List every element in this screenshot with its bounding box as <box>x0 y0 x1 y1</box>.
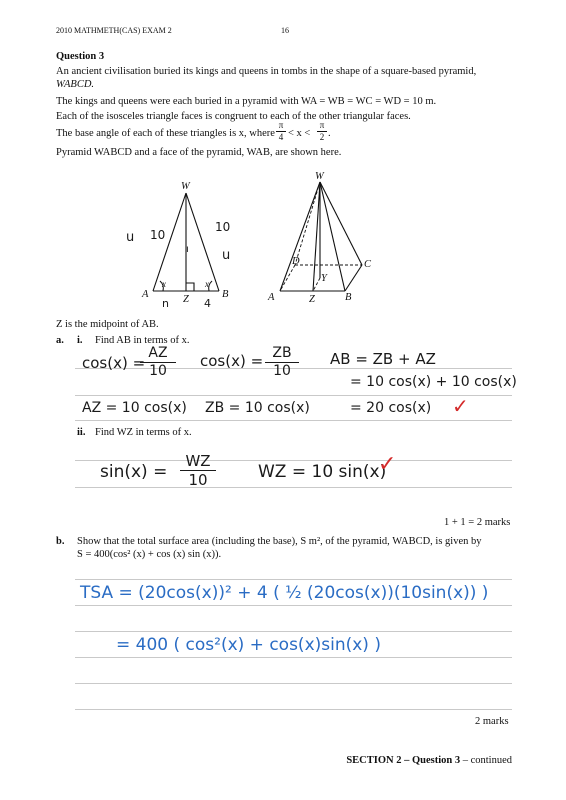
pyr-label-c: C <box>364 259 372 270</box>
ineq-period: . <box>328 128 331 139</box>
tri-label-z: Z <box>183 294 189 305</box>
pyr-label-w: W <box>315 171 324 182</box>
answer-line <box>75 631 512 632</box>
hw-sin-lhs: sin(x) = <box>100 462 168 482</box>
hw-left-10: 10 <box>150 228 166 242</box>
hw-left-u: u <box>126 230 135 245</box>
intro-line-4: The base angle of each of these triangles is x, where <box>56 128 275 139</box>
part-b-marks: 2 marks <box>475 716 509 727</box>
footer-continued: SECTION 2 – Question 3 – continued <box>346 755 512 766</box>
hw-frac-zb-10: ZB 10 <box>265 345 299 380</box>
hw-az-line: AZ = 10 cos(x) <box>82 400 187 416</box>
pyr-label-b: B <box>345 292 352 303</box>
part-a-marks: 1 + 1 = 2 marks <box>444 517 511 528</box>
hw-base-right: 4 <box>204 297 211 310</box>
midpoint-note: Z is the midpoint of AB. <box>56 319 159 330</box>
answer-line <box>75 709 512 710</box>
answer-line <box>75 487 512 488</box>
part-a-label: a. <box>56 335 64 346</box>
answer-line <box>75 395 512 396</box>
page-number: 16 <box>281 26 289 35</box>
hw-ab-line-3: = 20 cos(x) <box>350 400 432 416</box>
ineq-frac-right: π 2 <box>317 120 327 143</box>
part-b-label: b. <box>56 536 65 547</box>
intro-line-5: Pyramid WABCD and a face of the pyramid, WAB, are shown here. <box>56 147 342 158</box>
intro-line-3: Each of the isosceles triangle faces is congruent to each of the other triangular faces. <box>56 111 411 122</box>
intro-line-2: The kings and queens were each buried in a pyramid with WA = WB = WC = WD = 10 m. <box>56 96 437 107</box>
hw-base-left: n <box>162 297 169 310</box>
tri-label-x-right: x <box>205 279 209 289</box>
tri-label-x-left: x <box>162 279 166 289</box>
answer-line <box>75 420 512 421</box>
hw-right-10: 10 <box>215 220 231 234</box>
pyr-label-y: Y <box>321 273 327 284</box>
hw-frac-az-10: AZ 10 <box>140 345 176 380</box>
hw-ab-line-2: = 10 cos(x) + 10 cos(x) <box>350 374 517 390</box>
tri-label-a: A <box>142 289 149 300</box>
ineq-middle: < x < <box>288 128 311 139</box>
part-a-ii-label: ii. <box>77 427 86 438</box>
tick-mark-icon: ✓ <box>378 452 397 477</box>
part-a-ii-text: Find WZ in terms of x. <box>95 427 192 438</box>
answer-line <box>75 460 512 461</box>
pyr-label-z: Z <box>309 294 315 305</box>
tri-label-w: W <box>181 181 190 192</box>
hw-ab-line-1: AB = ZB + AZ <box>330 350 436 368</box>
pyr-label-d: D <box>292 256 300 267</box>
hw-frac-wz-10: WZ 10 <box>180 452 216 489</box>
exam-header: 2010 MATHMETH(CAS) EXAM 2 <box>56 26 172 35</box>
intro-line-1b: WABCD. <box>56 79 95 90</box>
question-title: Question 3 <box>56 51 105 62</box>
intro-line-1: An ancient civilisation buried its kings and queens in tombs in the shape of a square-based pyramid, <box>56 66 477 77</box>
ineq-frac-left: π 4 <box>276 120 286 143</box>
hw-tsa-line-2: = 400 ( cos²(x) + cos(x)sin(x) ) <box>116 635 381 655</box>
hw-cos-lhs-1: cos(x) = <box>82 354 146 372</box>
hw-center-mark: ı <box>186 244 189 255</box>
hw-zb-line: ZB = 10 cos(x) <box>205 400 310 416</box>
tri-label-b: B <box>222 289 229 300</box>
part-b-text-2: S = 400(cos² (x) + cos (x) sin (x)). <box>77 549 222 560</box>
part-b-text-1: Show that the total surface area (including the base), S m², of the pyramid, WABCD, is given by <box>77 536 482 547</box>
answer-line <box>75 683 512 684</box>
part-a-i-text: Find AB in terms of x. <box>95 335 190 346</box>
answer-line <box>75 605 512 606</box>
hw-tsa-line-1: TSA = (20cos(x))² + 4 ( ½ (20cos(x))(10sin(x)) ) <box>80 583 489 603</box>
tick-mark-icon: ✓ <box>452 394 469 418</box>
part-a-i-label: i. <box>77 335 83 346</box>
hw-right-u: u <box>222 248 231 263</box>
hw-cos-lhs-2: cos(x) = <box>200 352 264 370</box>
answer-line <box>75 657 512 658</box>
hw-wz-result: WZ = 10 sin(x) <box>258 462 387 482</box>
answer-line <box>75 579 512 580</box>
pyr-label-a: A <box>268 292 275 303</box>
